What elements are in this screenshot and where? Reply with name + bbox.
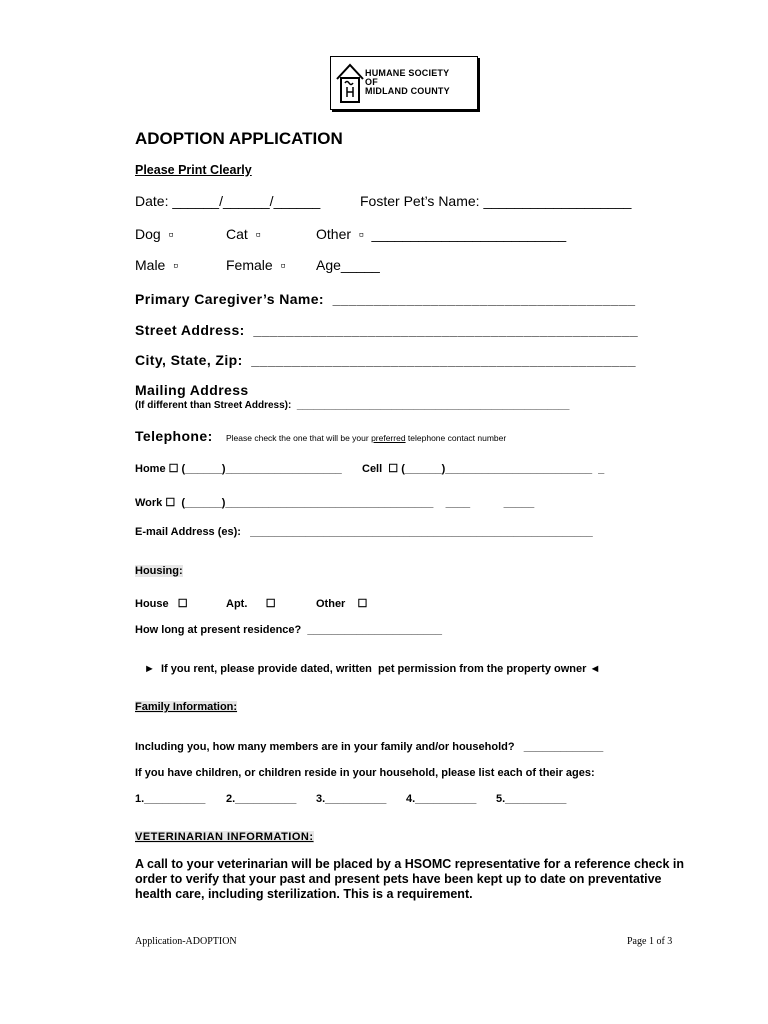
home-phone-field[interactable]: Home ☐ (______)___________________ bbox=[135, 463, 342, 475]
organization-logo bbox=[330, 56, 478, 110]
email-field[interactable]: E-mail Address (es): ________________________________________________________ bbox=[135, 526, 593, 538]
other-pet-field[interactable]: Other ▫ _________________________ bbox=[316, 226, 567, 242]
family-info-heading: Family Information: bbox=[135, 701, 238, 713]
cat-checkbox[interactable]: Cat ▫ bbox=[226, 226, 261, 242]
telephone-note-preferred: preferred bbox=[371, 433, 406, 443]
caregiver-name-field[interactable]: Primary Caregiver’s Name: _____________________________________ bbox=[135, 291, 636, 307]
telephone-note-post: telephone contact number bbox=[405, 433, 507, 443]
mailing-address-label: Mailing Address bbox=[135, 382, 249, 398]
telephone-label: Telephone: bbox=[135, 428, 213, 444]
house-pet-logo-icon bbox=[335, 61, 365, 105]
child-age-4-field[interactable]: 4.__________ bbox=[406, 793, 477, 805]
dog-checkbox[interactable]: Dog ▫ bbox=[135, 226, 174, 242]
children-ages-prompt: If you have children, or children reside in your household, please list each of their ages: bbox=[135, 767, 595, 779]
other-housing-checkbox[interactable]: Other ☐ bbox=[316, 598, 368, 610]
cell-phone-field[interactable]: Cell ☐ (______)________________________ _ bbox=[362, 463, 605, 475]
female-checkbox[interactable]: Female ▫ bbox=[226, 257, 286, 273]
rent-permission-note: ► If you rent, please provide dated, written pet permission from the property owner ◄ bbox=[144, 663, 601, 675]
footer-page-number: Page 1 of 3 bbox=[627, 936, 673, 947]
foster-pet-name-field[interactable]: Foster Pet’s Name: ___________________ bbox=[360, 193, 632, 209]
mailing-address-field[interactable]: (If different than Street Address): _________________________________________________ bbox=[135, 400, 570, 411]
veterinarian-heading: VETERINARIAN INFORMATION: bbox=[135, 831, 314, 843]
child-age-1-field[interactable]: 1.__________ bbox=[135, 793, 206, 805]
street-address-field[interactable]: Street Address: _______________________________________________ bbox=[135, 322, 639, 338]
child-age-3-field[interactable]: 3.__________ bbox=[316, 793, 387, 805]
age-field[interactable]: Age_____ bbox=[316, 257, 380, 273]
work-phone-field[interactable]: Work ☐ (______)__________________________________ ____ _____ bbox=[135, 497, 535, 509]
logo-line-3: MIDLAND COUNTY bbox=[365, 86, 450, 96]
footer-document-name: Application-ADOPTION bbox=[135, 936, 237, 947]
page-title: ADOPTION APPLICATION bbox=[135, 129, 343, 148]
male-checkbox[interactable]: Male ▫ bbox=[135, 257, 179, 273]
date-field[interactable]: Date: ______/______/______ bbox=[135, 193, 321, 209]
household-members-field[interactable]: Including you, how many members are in your family and/or household? _____________ bbox=[135, 741, 604, 753]
telephone-note bbox=[226, 433, 506, 443]
house-checkbox[interactable]: House ☐ bbox=[135, 598, 188, 610]
logo-line-1: HUMANE SOCIETY bbox=[365, 68, 450, 78]
child-age-2-field[interactable]: 2.__________ bbox=[226, 793, 297, 805]
print-clearly-note: Please Print Clearly bbox=[135, 163, 252, 177]
city-state-zip-field[interactable]: City, State, Zip: _______________________________________________ bbox=[135, 352, 636, 368]
child-age-5-field[interactable]: 5.__________ bbox=[496, 793, 567, 805]
logo-line-2: OF bbox=[365, 77, 378, 87]
apt-checkbox[interactable]: Apt. ☐ bbox=[226, 598, 276, 610]
veterinarian-paragraph: A call to your veterinarian will be placed by a HSOMC representative for a reference check in order to verify that your past and present pets have been kept up to date on preventative health care, including sterilization. This is a requirement. bbox=[135, 857, 685, 901]
telephone-note-pre: Please check the one that will be your bbox=[226, 433, 372, 443]
housing-heading: Housing: bbox=[135, 565, 183, 577]
residence-duration-field[interactable]: How long at present residence? ______________________ bbox=[135, 624, 442, 636]
